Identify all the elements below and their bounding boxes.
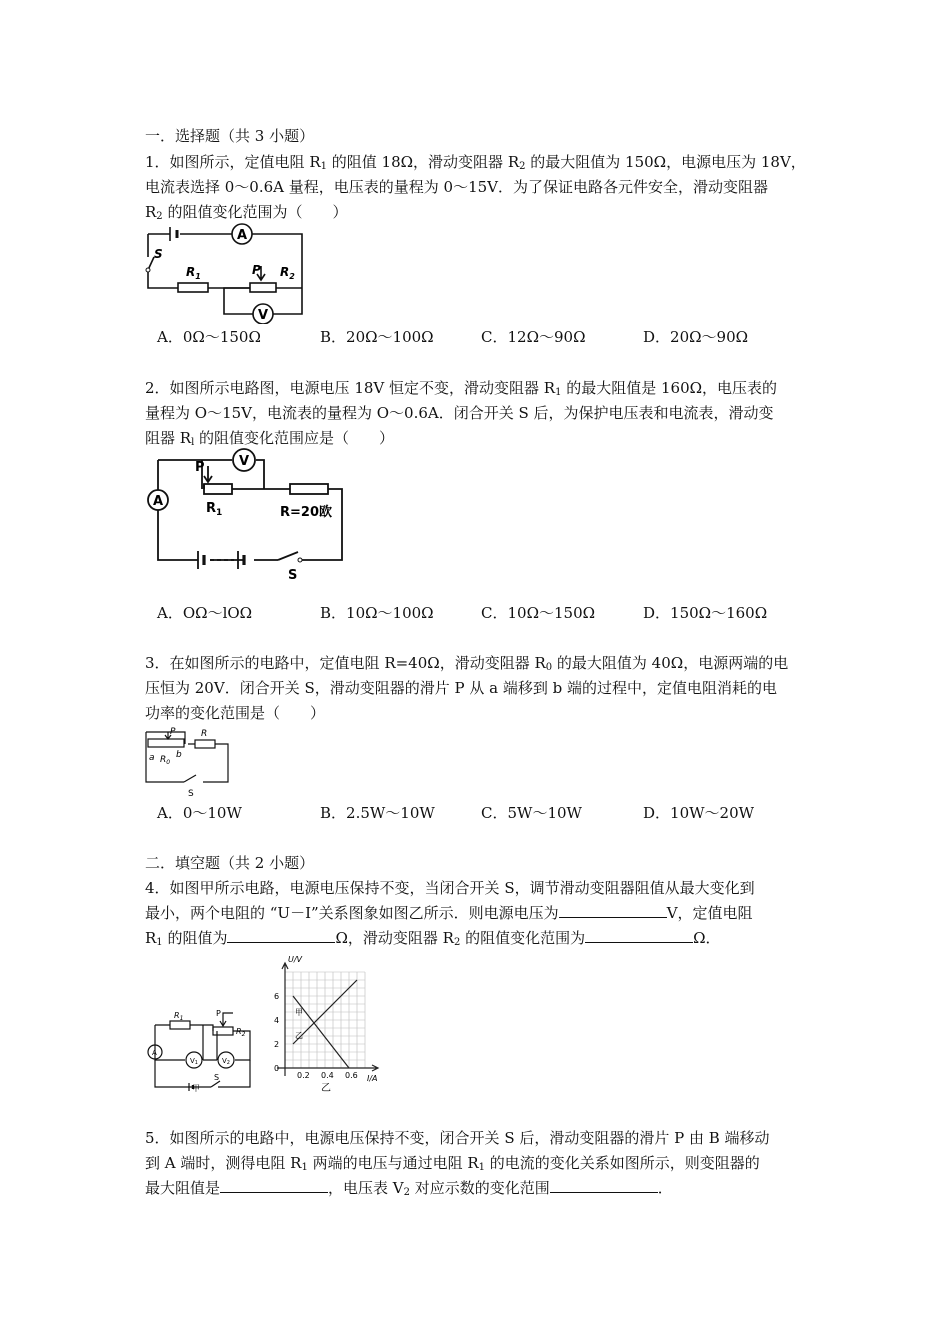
- q4-jia-switch-label: S: [214, 1073, 220, 1082]
- q4-jia-v2-label: V2: [222, 1057, 230, 1066]
- q2-p-label: P: [195, 460, 205, 475]
- q4-graph-ytick-4: 4: [274, 1016, 280, 1025]
- q3-a-label: a: [149, 753, 155, 763]
- q4-jia-ammeter-label: A: [152, 1049, 157, 1057]
- q5-blank-v2-range[interactable]: [550, 1178, 658, 1193]
- q2-option-d[interactable]: D．150Ω～160Ω: [643, 604, 768, 622]
- q4-graph-xtick-04: 0.4: [321, 1071, 334, 1080]
- q2-text-line1: 2．如图所示电路图，电源电压 18V 恒定不变，滑动变阻器 $R_1$ 的最大阻值是 160Ω，电压表的: [145, 379, 778, 398]
- q4-graph-caption: 乙: [321, 1083, 331, 1094]
- q4-graph-ylabel: U/V: [288, 955, 303, 964]
- q5-text-line1: 5．如图所示的电路中，电源电压保持不变，闭合开关 S 后，滑动变阻器的滑片 P 由 B 端移动: [145, 1129, 770, 1147]
- q5-blank-max-resistance[interactable]: [220, 1178, 328, 1193]
- q1-voltmeter-label: V: [258, 308, 269, 323]
- q4-blank-r2-range[interactable]: [585, 928, 693, 943]
- q3-option-a[interactable]: A．0～10W: [157, 804, 242, 822]
- q4-text-line2: 最小，两个电阻的 “U－I”关系图象如图乙所示．则电源电压为 V，定值电阻: [145, 904, 753, 922]
- q2-options: [157, 601, 857, 625]
- q4-graph-xlabel: I/A: [367, 1074, 378, 1083]
- q3-text-line3: 功率的变化范围是（ ）: [145, 704, 326, 722]
- q4-graph-xtick-02: 0.2: [297, 1071, 310, 1080]
- q4-blank-r1[interactable]: [227, 928, 335, 943]
- q1-option-d[interactable]: D．20Ω～90Ω: [643, 328, 749, 346]
- q4-jia-r1-label: $R_1$: [174, 1011, 184, 1022]
- q4-graph-line-jia-label: 甲: [295, 1008, 303, 1017]
- q4-jia-r2-label: $R_2$: [236, 1027, 246, 1038]
- q4-text-line3: $R_1$ 的阻值为 Ω，滑动变阻器 $R_2$ 的阻值变化范围为 Ω．: [145, 929, 721, 948]
- q1-circuit-diagram: [140, 222, 310, 324]
- q1-r2-label: $R_2$: [280, 265, 295, 281]
- q2-voltmeter-label: V: [239, 454, 250, 469]
- q2-option-a[interactable]: A．OΩ～lOΩ: [157, 604, 253, 622]
- q4-graph-ytick-0: 0: [274, 1064, 280, 1073]
- q2-text-line2: 量程为 O～15V，电流表的量程为 O～0.6A．闭合开关 S 后，为保护电压表和电流表，滑动变: [145, 404, 774, 422]
- q2-ammeter-label: A: [153, 494, 164, 509]
- q4-blank-voltage[interactable]: [559, 903, 667, 918]
- q1-text-line1: 1．如图所示，定值电阻 $R_1$ 的阻值 18Ω，滑动变阻器 $R_2$ 的最大阻值为 150Ω，电源电压为 18V，: [145, 153, 806, 172]
- q4-circuit-diagram-jia: [143, 1000, 268, 1095]
- q1-option-c[interactable]: C．12Ω～90Ω: [481, 328, 586, 346]
- q2-r-label: R=20欧: [280, 505, 332, 520]
- q1-p-label: P: [252, 263, 261, 277]
- q3-circuit-diagram: [140, 724, 235, 799]
- q1-r1-label: $R_1$: [186, 265, 201, 281]
- q3-options: [157, 801, 857, 825]
- q1-options: [157, 325, 857, 349]
- q3-text-line2: 压恒为 20V．闭合开关 S，滑动变阻器的滑片 P 从 a 端移到 b 端的过程中，定值电阻消耗的电: [145, 679, 777, 697]
- q2-option-c[interactable]: C．10Ω～150Ω: [481, 604, 596, 622]
- q1-text-line2: 电流表选择 0～0.6A 量程，电压表的量程为 0～15V．为了保证电路各元件安全，滑动变阻器: [145, 178, 769, 196]
- q3-switch-label: S: [188, 789, 194, 799]
- q1-switch-label: S: [154, 247, 163, 261]
- q2-text-line3: 阻器 $R_l$ 的阻值变化范围应是（ ）: [145, 429, 395, 448]
- q3-r-label: R: [201, 729, 208, 739]
- q4-graph-yi: [265, 950, 395, 1095]
- q3-p-label: P: [170, 727, 176, 737]
- section2-title: 二．填空题（共 2 小题）: [145, 854, 315, 872]
- q1-ammeter-label: A: [237, 228, 248, 243]
- q4-graph-ytick-2: 2: [274, 1040, 280, 1049]
- q4-jia-v1-label: V1: [190, 1057, 198, 1066]
- q4-graph-xtick-06: 0.6: [345, 1071, 358, 1080]
- section-title: 一．选择题（共 3 小题）: [145, 127, 315, 145]
- q4-graph-ytick-6: 6: [274, 992, 280, 1001]
- q2-circuit-diagram: [140, 448, 350, 583]
- q2-option-b[interactable]: B．10Ω～100Ω: [320, 604, 434, 622]
- q1-text-line3: $R_2$ 的阻值变化范围为（ ）: [145, 203, 348, 222]
- q3-option-d[interactable]: D．10W～20W: [643, 804, 755, 822]
- q2-r1-label: $R_1$: [206, 501, 223, 518]
- q3-text-line1: 3．在如图所示的电路中，定值电阻 R=40Ω，滑动变阻器 $R_0$ 的最大阻值为 40Ω，电源两端的电: [145, 654, 789, 673]
- q3-r0-label: $R_0$: [160, 755, 171, 766]
- q4-text-line1: 4．如图甲所示电路，电源电压保持不变，当闭合开关 S，调节滑动变阻器阻值从最大变化到: [145, 879, 755, 897]
- q2-switch-label: S: [288, 568, 298, 583]
- q1-option-b[interactable]: B．20Ω～100Ω: [320, 328, 434, 346]
- q1-option-a[interactable]: A．0Ω～150Ω: [157, 328, 261, 346]
- q3-b-label: b: [176, 750, 182, 760]
- q4-jia-caption: 甲: [192, 1084, 200, 1093]
- q3-option-b[interactable]: B．2.5W～10W: [320, 804, 435, 822]
- q4-graph-line-yi-label: 乙: [295, 1031, 303, 1040]
- q4-jia-p-label: P: [216, 1009, 221, 1018]
- q3-option-c[interactable]: C．5W～10W: [481, 804, 582, 822]
- q5-text-line3: 最大阻值是 ，电压表 $V_2$ 对应示数的变化范围 ．: [145, 1179, 673, 1198]
- q5-text-line2: 到 A 端时，测得电阻 $R_1$ 两端的电压与通过电阻 $R_1$ 的电流的变化关系如图所示，则变阻器的: [145, 1154, 760, 1173]
